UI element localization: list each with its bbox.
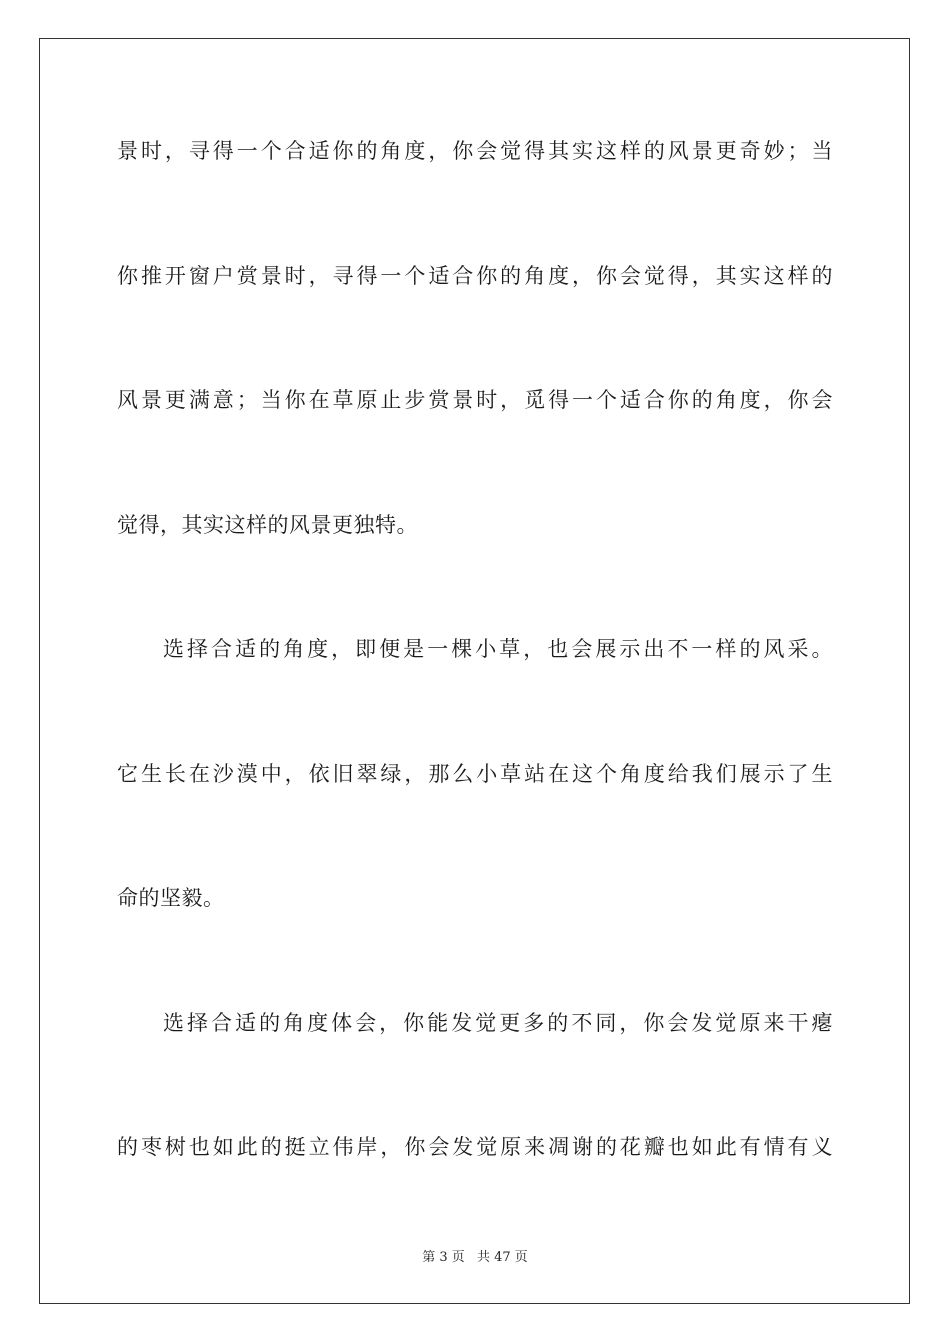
page-total: 共 47 页 bbox=[476, 1250, 528, 1265]
paragraph-start-line: 选择合适的角度，即便是一棵小草，也会展示出不一样的风采。 bbox=[163, 637, 833, 661]
page-number: 第 3 页 bbox=[422, 1250, 465, 1265]
paragraph-start-line: 选择合适的角度体会，你能发觉更多的不同，你会发觉原来干瘪 bbox=[163, 1011, 833, 1035]
text-line: 风景更满意；当你在草原止步赏景时，觅得一个适合你的角度，你会 bbox=[117, 388, 833, 412]
text-line: 觉得，其实这样的风景更独特。 bbox=[117, 513, 418, 537]
text-line: 你推开窗户赏景时，寻得一个适合你的角度，你会觉得，其实这样的 bbox=[117, 264, 833, 288]
text-line: 的枣树也如此的挺立伟岸，你会发觉原来凋谢的花瓣也如此有情有义 bbox=[117, 1135, 833, 1159]
text-line: 命的坚毅。 bbox=[117, 886, 225, 910]
text-line: 它生长在沙漠中，依旧翠绿，那么小草站在这个角度给我们展示了生 bbox=[117, 762, 833, 786]
text-line: 景时，寻得一个合适你的角度，你会觉得其实这样的风景更奇妙；当 bbox=[117, 139, 833, 163]
page-footer bbox=[0, 1246, 950, 1265]
page-border bbox=[39, 38, 910, 1304]
